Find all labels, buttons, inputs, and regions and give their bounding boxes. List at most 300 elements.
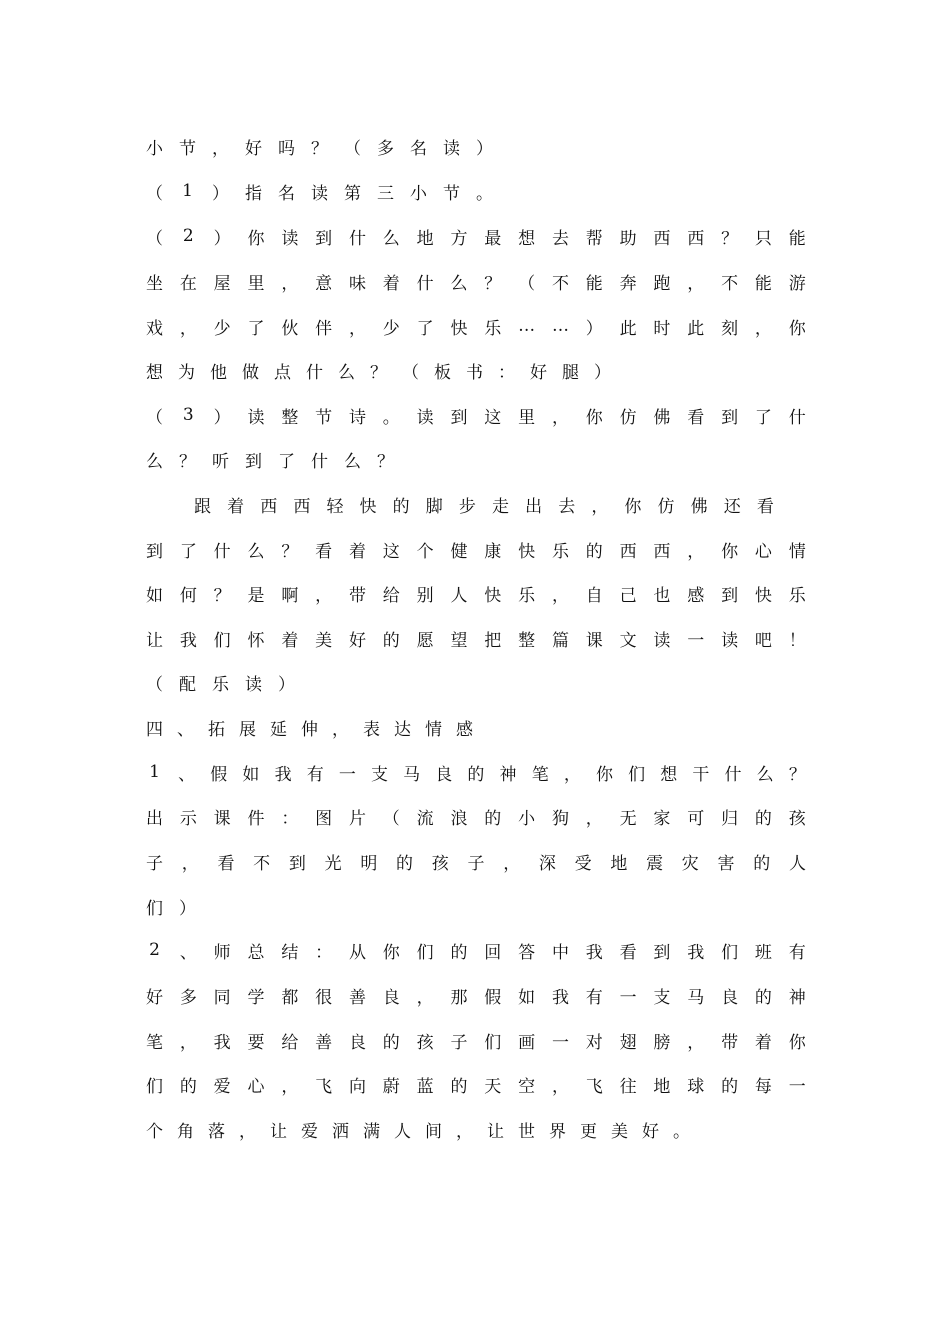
glyph: 么 xyxy=(382,228,400,249)
glyph: 小 xyxy=(146,138,163,159)
glyph: 快 xyxy=(484,585,502,606)
glyph: 1 xyxy=(182,181,193,201)
glyph: 助 xyxy=(619,228,637,249)
glyph: （ xyxy=(146,228,163,249)
glyph: 马 xyxy=(687,987,705,1008)
glyph: 表 xyxy=(363,719,380,740)
glyph: 间 xyxy=(425,1121,442,1142)
glyph: 们 xyxy=(628,764,646,785)
glyph: 神 xyxy=(788,987,806,1008)
glyph: 看 xyxy=(756,496,774,517)
glyph: 坐 xyxy=(146,273,163,294)
glyph: 心 xyxy=(754,541,772,562)
glyph: 很 xyxy=(315,987,333,1008)
glyph: 子 xyxy=(467,853,485,874)
glyph: 乐 xyxy=(212,674,229,695)
glyph: ， xyxy=(503,853,521,874)
glyph: 什 xyxy=(213,541,231,562)
glyph: 好 xyxy=(245,138,262,159)
glyph: 点 xyxy=(274,362,291,383)
glyph: 看 xyxy=(217,853,235,874)
glyph: 良 xyxy=(721,987,739,1008)
glyph: 。 xyxy=(673,1121,690,1142)
text-line xyxy=(146,712,806,742)
glyph: 伴 xyxy=(315,318,333,339)
glyph: 洒 xyxy=(332,1121,349,1142)
glyph: 我 xyxy=(213,1032,231,1053)
glyph: 的 xyxy=(721,1076,739,1097)
glyph: ， xyxy=(179,318,197,339)
glyph: 回 xyxy=(484,942,502,963)
glyph: 到 xyxy=(721,407,739,428)
glyph: 了 xyxy=(278,451,295,472)
glyph: ？ xyxy=(370,362,387,383)
glyph: 帮 xyxy=(585,228,603,249)
glyph: 跑 xyxy=(653,273,671,294)
glyph: 害 xyxy=(717,853,735,874)
glyph: 西 xyxy=(293,496,311,517)
glyph: 答 xyxy=(518,942,536,963)
glyph: 名 xyxy=(410,138,427,159)
glyph: 个 xyxy=(416,541,434,562)
text-line xyxy=(146,667,806,697)
glyph: 的 xyxy=(382,630,400,651)
glyph: ， xyxy=(239,1121,256,1142)
glyph: 西 xyxy=(619,541,637,562)
glyph: 什 xyxy=(311,451,328,472)
text-line xyxy=(146,266,806,296)
glyph: 爱 xyxy=(213,1076,231,1097)
glyph: 一 xyxy=(338,764,356,785)
glyph: 了 xyxy=(754,407,772,428)
glyph: 好 xyxy=(348,630,366,651)
glyph: 世 xyxy=(518,1121,535,1142)
glyph: 们 xyxy=(484,1032,502,1053)
glyph: 的 xyxy=(396,853,414,874)
glyph: 读 xyxy=(311,183,328,204)
glyph: （ xyxy=(382,808,400,829)
glyph: 良 xyxy=(435,764,453,785)
glyph: 片 xyxy=(348,808,366,829)
glyph: 游 xyxy=(788,273,806,294)
text-line xyxy=(146,131,806,161)
glyph: 么 xyxy=(756,764,774,785)
glyph: 奔 xyxy=(619,273,637,294)
glyph: 康 xyxy=(484,541,502,562)
glyph: 出 xyxy=(525,496,543,517)
text-line xyxy=(146,935,806,965)
text-line xyxy=(146,757,806,787)
glyph: 孩 xyxy=(788,808,806,829)
glyph: 延 xyxy=(270,719,287,740)
glyph: 假 xyxy=(210,764,228,785)
glyph: 么 xyxy=(338,362,355,383)
glyph: 、 xyxy=(177,719,194,740)
glyph: 示 xyxy=(179,808,197,829)
glyph: （ xyxy=(518,273,536,294)
glyph: 我 xyxy=(585,942,603,963)
glyph: 落 xyxy=(208,1121,225,1142)
glyph: 有 xyxy=(306,764,324,785)
glyph: 能 xyxy=(788,228,806,249)
glyph: 1 xyxy=(149,762,160,782)
glyph: 想 xyxy=(518,228,536,249)
glyph: 课 xyxy=(213,808,231,829)
glyph: 每 xyxy=(754,1076,772,1097)
glyph: 假 xyxy=(484,987,502,1008)
glyph: 屋 xyxy=(213,273,231,294)
glyph: 去 xyxy=(558,496,576,517)
glyph: 界 xyxy=(549,1121,566,1142)
glyph: 班 xyxy=(754,942,772,963)
glyph: 如 xyxy=(518,987,536,1008)
glyph: 伙 xyxy=(281,318,299,339)
glyph: ， xyxy=(687,1032,705,1053)
glyph: 的 xyxy=(450,942,468,963)
glyph: 从 xyxy=(348,942,366,963)
glyph: 一 xyxy=(788,1076,806,1097)
glyph: 到 xyxy=(288,853,306,874)
glyph: 了 xyxy=(179,541,197,562)
glyph: 吧 xyxy=(754,630,772,651)
glyph: 读 xyxy=(443,138,460,159)
glyph: 跟 xyxy=(194,496,211,517)
glyph: 个 xyxy=(146,1121,163,1142)
glyph: 那 xyxy=(450,987,468,1008)
glyph: 子 xyxy=(450,1032,468,1053)
glyph: 我 xyxy=(179,630,197,651)
glyph: 节 xyxy=(315,407,333,428)
glyph: 狗 xyxy=(551,808,569,829)
glyph: 满 xyxy=(363,1121,380,1142)
glyph: 四 xyxy=(146,719,163,740)
glyph: 什 xyxy=(724,764,742,785)
glyph: ， xyxy=(181,853,199,874)
glyph: 什 xyxy=(348,228,366,249)
glyph: 们 xyxy=(416,942,434,963)
glyph: 往 xyxy=(619,1076,637,1097)
text-line xyxy=(146,444,806,474)
glyph: ， xyxy=(179,1032,197,1053)
glyph: 节 xyxy=(443,183,460,204)
glyph: 让 xyxy=(146,630,163,651)
glyph: 这 xyxy=(484,407,502,428)
glyph: 想 xyxy=(146,362,163,383)
glyph: 如 xyxy=(146,585,163,606)
glyph: 流 xyxy=(416,808,434,829)
glyph: 到 xyxy=(450,407,468,428)
glyph: 想 xyxy=(660,764,678,785)
text-line xyxy=(194,489,774,519)
glyph: 到 xyxy=(146,541,163,562)
glyph: 的 xyxy=(467,764,485,785)
glyph: 己 xyxy=(619,585,637,606)
glyph: ： xyxy=(498,362,515,383)
glyph: 你 xyxy=(247,228,265,249)
glyph: 让 xyxy=(270,1121,287,1142)
glyph: 灾 xyxy=(681,853,699,874)
glyph: 着 xyxy=(227,496,245,517)
glyph: 情 xyxy=(788,541,806,562)
glyph: 我 xyxy=(551,987,569,1008)
glyph: 西 xyxy=(653,541,671,562)
glyph: 么 xyxy=(450,273,468,294)
glyph: ） xyxy=(585,318,603,339)
glyph: 的 xyxy=(392,496,410,517)
glyph: 佛 xyxy=(690,496,708,517)
glyph: ， xyxy=(551,1076,569,1097)
glyph: 只 xyxy=(754,228,772,249)
glyph: 么 xyxy=(344,451,361,472)
text-line xyxy=(146,176,806,206)
glyph: 的 xyxy=(754,808,772,829)
glyph: 能 xyxy=(754,273,772,294)
glyph: 拓 xyxy=(208,719,225,740)
glyph: 善 xyxy=(348,987,366,1008)
glyph: 什 xyxy=(416,273,434,294)
glyph: 支 xyxy=(370,764,388,785)
text-line xyxy=(146,355,806,385)
glyph: 啊 xyxy=(281,585,299,606)
glyph: 无 xyxy=(619,808,637,829)
glyph: 们 xyxy=(146,898,163,919)
glyph: 孩 xyxy=(431,853,449,874)
glyph: 展 xyxy=(239,719,256,740)
glyph: ） xyxy=(212,183,229,204)
glyph: 你 xyxy=(788,318,806,339)
glyph: ， xyxy=(281,1076,299,1097)
glyph: ， xyxy=(585,808,603,829)
glyph: ？ xyxy=(484,273,502,294)
glyph: ） xyxy=(476,138,493,159)
glyph: 看 xyxy=(619,942,637,963)
glyph: 去 xyxy=(551,228,569,249)
glyph: 浪 xyxy=(450,808,468,829)
glyph: 到 xyxy=(653,942,671,963)
glyph: 也 xyxy=(653,585,671,606)
glyph: 何 xyxy=(179,585,197,606)
glyph: 地 xyxy=(610,853,628,874)
glyph: 、 xyxy=(179,942,197,963)
glyph: 达 xyxy=(394,719,411,740)
glyph: ？ xyxy=(179,451,196,472)
glyph: 你 xyxy=(382,942,400,963)
glyph: 乐 xyxy=(518,585,536,606)
glyph: ？ xyxy=(377,451,394,472)
glyph: ） xyxy=(213,228,231,249)
glyph: 给 xyxy=(382,585,400,606)
glyph: 在 xyxy=(179,273,197,294)
glyph: 味 xyxy=(348,273,366,294)
glyph: 少 xyxy=(382,318,400,339)
glyph: 结 xyxy=(281,942,299,963)
text-line xyxy=(146,1114,806,1144)
glyph: 家 xyxy=(653,808,671,829)
glyph: 到 xyxy=(721,585,739,606)
glyph: 节 xyxy=(179,138,196,159)
glyph: 名 xyxy=(278,183,295,204)
glyph: 看 xyxy=(687,407,705,428)
glyph: 快 xyxy=(754,585,772,606)
glyph: 着 xyxy=(382,273,400,294)
glyph: 板 xyxy=(434,362,451,383)
glyph: 里 xyxy=(247,273,265,294)
glyph: 一 xyxy=(551,1032,569,1053)
glyph: 望 xyxy=(450,630,468,651)
glyph: 的 xyxy=(754,987,772,1008)
glyph: 情 xyxy=(425,719,442,740)
glyph: 好 xyxy=(146,987,163,1008)
glyph: 脚 xyxy=(425,496,443,517)
glyph: 。 xyxy=(476,183,493,204)
glyph: 轻 xyxy=(326,496,344,517)
text-line xyxy=(146,534,806,564)
glyph: 感 xyxy=(687,585,705,606)
glyph: 你 xyxy=(721,541,739,562)
glyph: 球 xyxy=(687,1076,705,1097)
glyph: 好 xyxy=(642,1121,659,1142)
glyph: 整 xyxy=(281,407,299,428)
text-line xyxy=(146,400,806,430)
glyph: ， xyxy=(332,719,349,740)
glyph: 天 xyxy=(484,1076,502,1097)
text-line xyxy=(146,1069,806,1099)
glyph: ， xyxy=(563,764,581,785)
glyph: 3 xyxy=(182,405,194,425)
glyph: 你 xyxy=(595,764,613,785)
glyph: ， xyxy=(591,496,609,517)
glyph: 第 xyxy=(344,183,361,204)
glyph: （ xyxy=(402,362,419,383)
glyph: 良 xyxy=(348,1032,366,1053)
glyph: ？ xyxy=(311,138,328,159)
glyph: 、 xyxy=(178,764,196,785)
glyph: 对 xyxy=(585,1032,603,1053)
glyph: 听 xyxy=(212,451,229,472)
glyph: 小 xyxy=(518,808,536,829)
glyph: 伸 xyxy=(301,719,318,740)
glyph: ， xyxy=(212,138,229,159)
glyph: 方 xyxy=(450,228,468,249)
glyph: 三 xyxy=(377,183,394,204)
glyph: 多 xyxy=(179,987,197,1008)
glyph: 的 xyxy=(179,1076,197,1097)
glyph: 不 xyxy=(721,273,739,294)
glyph: 此 xyxy=(687,318,705,339)
glyph: 给 xyxy=(281,1032,299,1053)
glyph: 人 xyxy=(788,853,806,874)
glyph: ， xyxy=(456,1121,473,1142)
glyph: … xyxy=(518,316,536,336)
text-line xyxy=(146,578,806,608)
glyph: 总 xyxy=(247,942,265,963)
glyph: 你 xyxy=(624,496,642,517)
glyph: 蔚 xyxy=(382,1076,400,1097)
glyph: 书 xyxy=(466,362,483,383)
glyph: 明 xyxy=(360,853,378,874)
glyph: 心 xyxy=(247,1076,265,1097)
glyph: 地 xyxy=(416,228,434,249)
glyph: 什 xyxy=(306,362,323,383)
glyph: ， xyxy=(551,407,569,428)
glyph: ） xyxy=(278,674,295,695)
glyph: 时 xyxy=(653,318,671,339)
glyph: 别 xyxy=(416,585,434,606)
glyph: 仿 xyxy=(619,407,637,428)
glyph: 深 xyxy=(538,853,556,874)
glyph: 2 xyxy=(182,226,194,246)
glyph: ） xyxy=(594,362,611,383)
glyph: 仿 xyxy=(657,496,675,517)
glyph: 着 xyxy=(281,630,299,651)
glyph: 受 xyxy=(574,853,592,874)
glyph: 美 xyxy=(611,1121,628,1142)
glyph: 们 xyxy=(213,630,231,651)
glyph: 小 xyxy=(410,183,427,204)
glyph: 带 xyxy=(348,585,366,606)
glyph: 还 xyxy=(723,496,741,517)
glyph: 为 xyxy=(178,362,195,383)
glyph: 你 xyxy=(788,1032,806,1053)
glyph: 人 xyxy=(450,585,468,606)
glyph: 篇 xyxy=(551,630,569,651)
glyph: 更 xyxy=(580,1121,597,1142)
glyph: 整 xyxy=(518,630,536,651)
glyph: 们 xyxy=(146,1076,163,1097)
glyph: ！ xyxy=(788,630,806,651)
glyph: 不 xyxy=(551,273,569,294)
text-line xyxy=(146,221,806,251)
glyph: 配 xyxy=(179,674,196,695)
glyph: 图 xyxy=(315,808,333,829)
glyph: 了 xyxy=(247,318,265,339)
glyph: 如 xyxy=(242,764,260,785)
glyph: 善 xyxy=(315,1032,333,1053)
glyph: 读 xyxy=(721,630,739,651)
glyph: ？ xyxy=(788,764,806,785)
glyph: 戏 xyxy=(146,318,163,339)
glyph: 乐 xyxy=(551,541,569,562)
glyph: ， xyxy=(687,541,705,562)
glyph: 我 xyxy=(687,942,705,963)
glyph: 震 xyxy=(646,853,664,874)
glyph: 什 xyxy=(788,407,806,428)
glyph: 少 xyxy=(213,318,231,339)
glyph: 归 xyxy=(721,808,739,829)
glyph: ， xyxy=(281,273,299,294)
text-line xyxy=(146,623,806,653)
glyph: ： xyxy=(315,942,333,963)
glyph: （ xyxy=(146,674,163,695)
glyph: （ xyxy=(146,407,163,428)
glyph: 爱 xyxy=(301,1121,318,1142)
glyph: 愿 xyxy=(416,630,434,651)
glyph: 怀 xyxy=(247,630,265,651)
glyph: 有 xyxy=(788,942,806,963)
glyph: 了 xyxy=(416,318,434,339)
glyph: 角 xyxy=(177,1121,194,1142)
glyph: 好 xyxy=(530,362,547,383)
glyph: 读 xyxy=(416,407,434,428)
glyph: 西 xyxy=(260,496,278,517)
glyph: 此 xyxy=(619,318,637,339)
glyph: 着 xyxy=(348,541,366,562)
text-line xyxy=(146,801,806,831)
glyph: 件 xyxy=(247,808,265,829)
glyph: 多 xyxy=(377,138,394,159)
text-line xyxy=(146,1025,806,1055)
glyph: 乐 xyxy=(788,585,806,606)
